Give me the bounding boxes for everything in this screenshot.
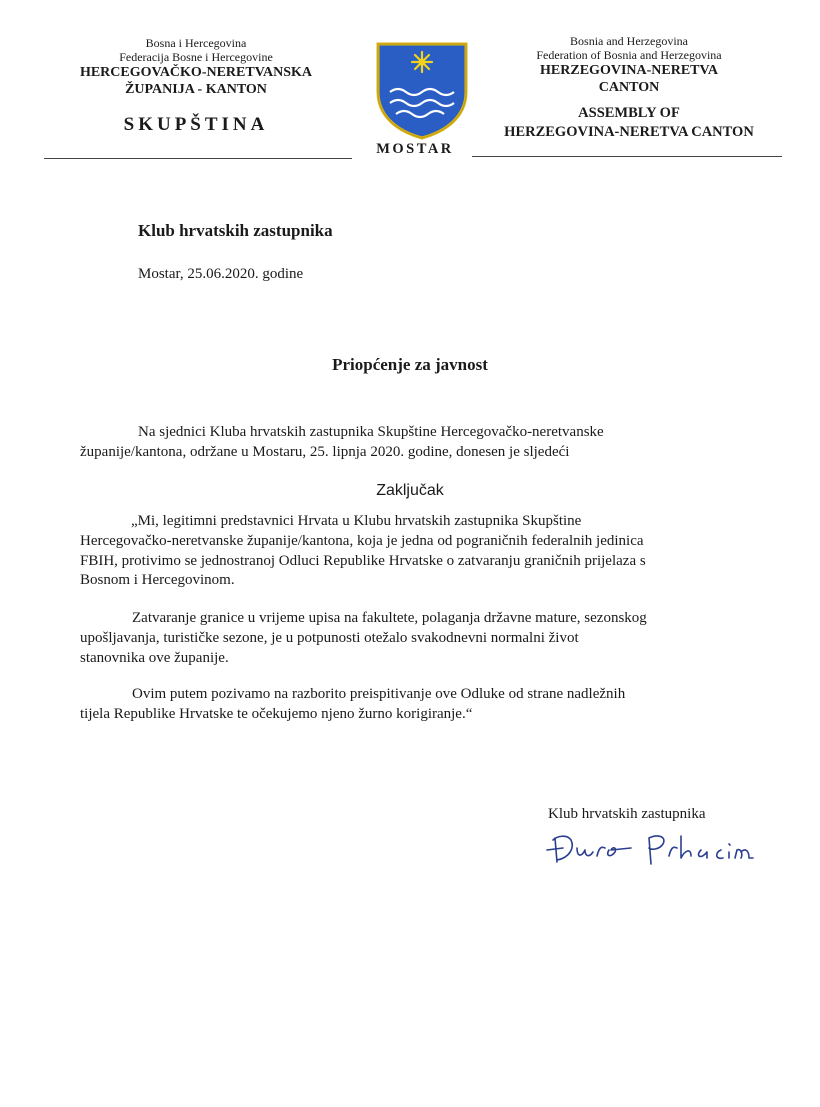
conclusion-paragraph-1 [80, 512, 760, 591]
header-left-federation: Federacija Bosne i Hercegovine [119, 50, 273, 65]
header-left-institution: SKUPŠTINA [123, 114, 269, 136]
intro-line: županije/kantona, održane u Mostaru, 25. lipnja 2020. godine, donesen je sljedeći [80, 443, 570, 460]
signature-club-name: Klub hrvatskih zastupnika [548, 806, 706, 822]
header-left-canton-line2: ŽUPANIJA - KANTON [125, 81, 267, 97]
intro-paragraph [80, 423, 748, 463]
header-right-country: Bosnia and Herzegovina [570, 34, 688, 48]
header-right-rule [472, 156, 782, 157]
paragraph-line: FBIH, protivimo se jednostranoj Odluci Republike Hrvatske o zatvaranju graničnih prijelaza s [80, 552, 646, 569]
header-right [478, 34, 780, 142]
conclusion-paragraph-3 [80, 685, 760, 725]
coat-of-arms-emblem [374, 40, 470, 140]
paragraph-line: tijela Republike Hrvatske te očekujemo njeno žurno korigiranje.“ [80, 705, 473, 722]
header-left-country: Bosna i Hercegovina [145, 36, 247, 50]
header-city: MOSTAR [376, 141, 454, 157]
paragraph-line: Ovim putem pozivamo na razborito preispitivanje ove Odluke od strane nadležnih [132, 686, 626, 702]
paragraph-line: Hercegovačko-neretvanske županije/kantona, koja je jedna od pograničnih federalnih jedinica [80, 532, 644, 549]
header-left [40, 36, 352, 137]
header-right-canton-line1: HERZEGOVINA-NERETVA [540, 62, 718, 78]
conclusion-title: Zaključak [376, 482, 444, 499]
paragraph-line: upošljavanja, turističke sezone, je u potpunosti otežalo svakodnevni normalni život [80, 629, 579, 646]
paragraph-line: stanovnika ove županije. [80, 649, 229, 666]
conclusion-paragraph-2 [80, 609, 760, 668]
club-title: Klub hrvatskih zastupnika [138, 221, 333, 240]
press-release-title: Priopćenje za javnost [332, 355, 488, 374]
header-left-rule [44, 158, 352, 159]
header-right-federation: Federation of Bosnia and Herzegovina [536, 48, 722, 63]
handwritten-signature [545, 826, 775, 870]
paragraph-line: Zatvaranje granice u vrijeme upisa na fakultete, polaganja državne mature, sezonskog [132, 610, 647, 626]
header-right-assembly-line1: ASSEMBLY OF [578, 105, 680, 122]
date-line: Mostar, 25.06.2020. godine [138, 266, 304, 282]
intro-line: Na sjednici Kluba hrvatskih zastupnika Skupštine Hercegovačko-neretvanske [138, 424, 604, 440]
paragraph-line: Bosnom i Hercegovinom. [80, 572, 235, 589]
signature-icon [545, 826, 775, 870]
header-right-canton-line2: CANTON [598, 79, 660, 95]
crest-shield-icon [374, 40, 470, 140]
header-left-canton-line1: HERCEGOVAČKO-NERETVANSKA [79, 64, 313, 80]
header-right-assembly-line2: HERZEGOVINA-NERETVA CANTON [504, 124, 754, 141]
paragraph-line: „Mi, legitimni predstavnici Hrvata u Klubu hrvatskih zastupnika Skupštine [131, 513, 582, 529]
